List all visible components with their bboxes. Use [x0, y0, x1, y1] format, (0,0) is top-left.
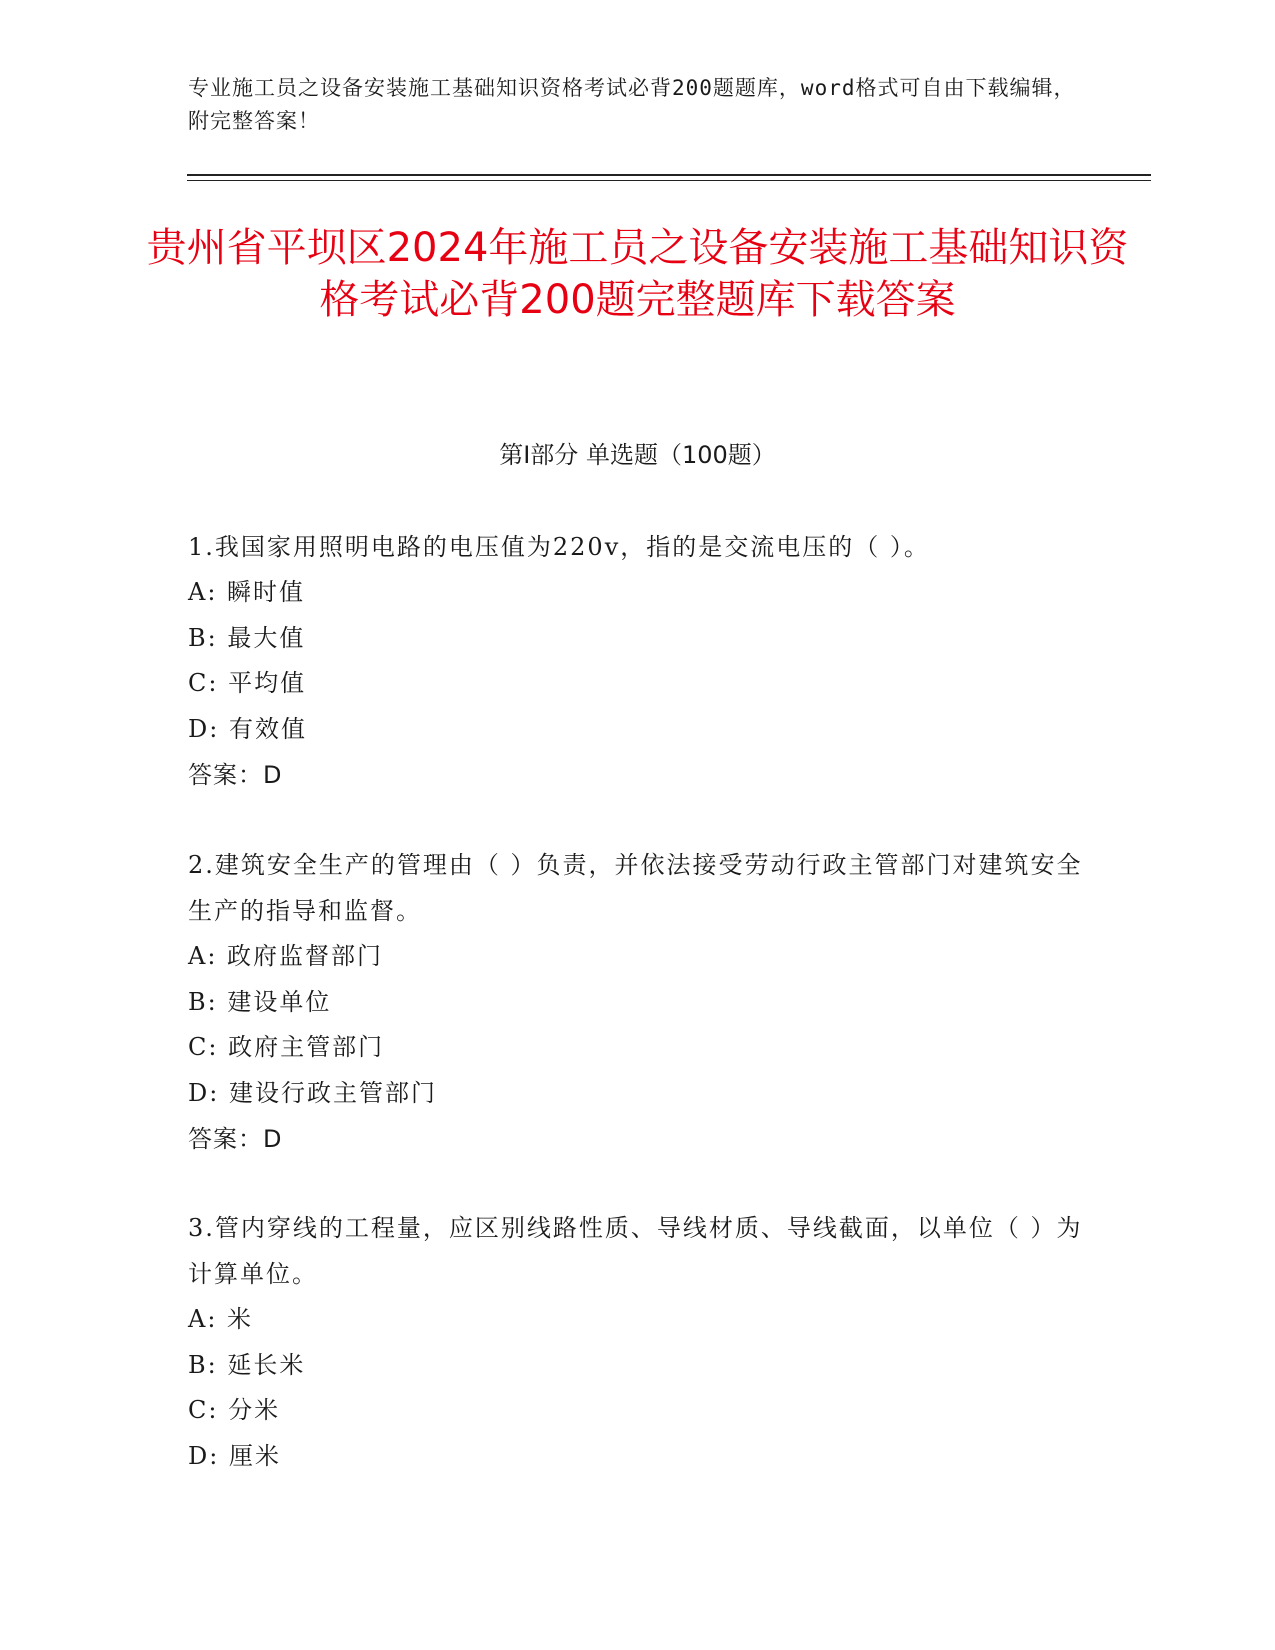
question-1	[188, 524, 1088, 798]
intro-text: 专业施工员之设备安装施工基础知识资格考试必背200题题库，word格式可自由下载编辑，附完整答案！	[188, 76, 1076, 133]
option-c: C: 平均值	[188, 669, 307, 697]
option-b: B: 建设单位	[188, 987, 332, 1016]
option-c: C: 分米	[188, 1396, 281, 1424]
option-a: A: 瞬时值	[188, 578, 306, 606]
question-stem: 1.我国家用照明电路的电压值为220v，指的是交流电压的（ ）。	[188, 533, 930, 561]
option-a: A: 政府监督部门	[188, 942, 384, 970]
question-2	[188, 842, 1088, 1162]
option-a: A: 米	[188, 1305, 254, 1333]
header-divider-thick	[187, 174, 1151, 176]
answer: 答案：D	[188, 761, 283, 789]
option-d: D: 建设行政主管部门	[188, 1078, 437, 1107]
document-title: 贵州省平坝区2024年施工员之设备安装施工基础知识资格考试必背200题完整题库下载答案	[146, 225, 1129, 323]
section-title: 第Ⅰ部分 单选题（100题）	[499, 441, 776, 469]
answer: 答案：D	[188, 1125, 283, 1153]
question-stem: 3.管内穿线的工程量，应区别线路性质、导线材质、导线截面，以单位（ ）为计算单位。	[188, 1214, 1083, 1288]
option-d: D: 有效值	[188, 714, 307, 743]
question-3	[188, 1205, 1088, 1479]
question-stem: 2.建筑安全生产的管理由（ ）负责，并依法接受劳动行政主管部门对建筑安全生产的指导和监督。	[188, 851, 1083, 925]
option-b: B: 最大值	[188, 623, 306, 652]
option-b: B: 延长米	[188, 1350, 306, 1379]
header-divider-thin	[187, 180, 1151, 181]
option-c: C: 政府主管部门	[188, 1033, 385, 1061]
option-d: D: 厘米	[188, 1441, 281, 1470]
